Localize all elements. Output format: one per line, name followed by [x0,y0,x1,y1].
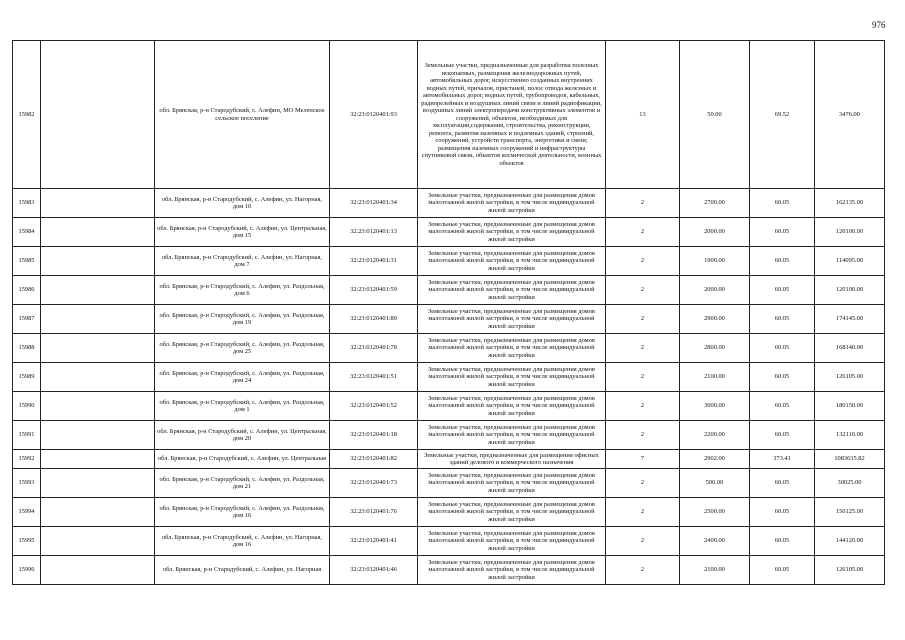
row-number-cell: 15993 [13,469,41,498]
specific-value-cell: 60.05 [750,469,815,498]
blank-cell [41,247,155,276]
row-number-cell: 15987 [13,305,41,334]
blank-cell [41,421,155,450]
cadastral-value-cell: 168140.00 [815,334,885,363]
cadastral-value-cell: 1083635.82 [815,450,885,469]
land-use-cell: Земельные участки, предназначенные для разработки полезных ископаемых, размещения железнодорожных путей, автомобильных дорог, искусственно созданных внутренних водных путей, причалов, пристаней, полос отвода железных и автомобильных дорог, водных путей, трубопроводов, кабельных, радиорелейных и воздушных линий связи и линий радиофикации, воздушных линий электропередачи конструктивных элементов и сооружений, объектов, необходимых для эксплуатации,содержания, строительства, реконструкции, ремонта, развития наземных и подземных зданий, строений, сооружений, устройств транспорта, энергетики и связи; размещения наземных сооружений и инфраструктуры спутниковой связи, объектов космической деятельности, военных объектов [418,41,606,189]
table-row [13,218,885,247]
use-group-cell: 2 [606,305,680,334]
row-number-cell: 15996 [13,556,41,585]
use-group-cell: 2 [606,218,680,247]
blank-cell [41,334,155,363]
blank-cell [41,556,155,585]
cadastral-value-cell: 114095.00 [815,247,885,276]
cadastral-number-cell: 32:23:0120401:82 [330,450,418,469]
blank-cell [41,276,155,305]
area-cell: 2700.00 [680,189,750,218]
area-cell: 2500.00 [680,498,750,527]
cadastral-number-cell: 32:23:0120401:93 [330,41,418,189]
area-cell: 2100.00 [680,363,750,392]
page-number: 976 [872,20,886,30]
row-number-cell: 15983 [13,189,41,218]
table-row [13,556,885,585]
specific-value-cell: 60.05 [750,247,815,276]
table-row [13,276,885,305]
area-cell: 2200.00 [680,421,750,450]
use-group-cell: 2 [606,469,680,498]
specific-value-cell: 60.05 [750,305,815,334]
use-group-cell: 2 [606,189,680,218]
cadastral-value-cell: 120100.00 [815,276,885,305]
address-cell: обл. Брянская, р-н Стародубский, с. Алефин, ул. Раздольная, дом 6 [155,276,330,305]
blank-cell [41,305,155,334]
cadastral-value-cell: 162135.00 [815,189,885,218]
blank-cell [41,218,155,247]
row-number-cell: 15984 [13,218,41,247]
specific-value-cell: 60.05 [750,392,815,421]
area-cell: 2100.00 [680,556,750,585]
land-use-cell: Земельные участки, предназначенные для размещения домов малоэтажной жилой застройки, в том числе индивидуальной жилой застройки [418,189,606,218]
cadastral-value-cell: 120100.00 [815,218,885,247]
specific-value-cell: 373.41 [750,450,815,469]
table-row [13,247,885,276]
land-use-cell: Земельные участки, предназначенные для размещения домов малоэтажной жилой застройки, в том числе индивидуальной жилой застройки [418,218,606,247]
cadastral-number-cell: 32:23:0120401:18 [330,421,418,450]
area-cell: 50.00 [680,41,750,189]
row-number-cell: 15988 [13,334,41,363]
specific-value-cell: 69.52 [750,41,815,189]
address-cell: обл. Брянская, р-н Стародубский, с. Алефин, ул. Раздольная, дом 19 [155,305,330,334]
table-row [13,421,885,450]
land-use-cell: Земельные участки, предназначенные для размещения домов малоэтажной жилой застройки, в том числе индивидуальной жилой застройки [418,334,606,363]
cadastral-number-cell: 32:23:0120401:41 [330,527,418,556]
row-number-cell: 15989 [13,363,41,392]
area-cell: 1900.00 [680,247,750,276]
table-row [13,334,885,363]
cadastral-value-cell: 126105.00 [815,363,885,392]
use-group-cell: 13 [606,41,680,189]
blank-cell [41,392,155,421]
land-use-cell: Земельные участки, предназначенные для размещения домов малоэтажной жилой застройки, в том числе индивидуальной жилой застройки [418,276,606,305]
table-body [13,41,885,585]
row-number-cell: 15992 [13,450,41,469]
blank-cell [41,450,155,469]
table-row [13,41,885,189]
use-group-cell: 2 [606,276,680,305]
cadastral-value-cell: 3476.00 [815,41,885,189]
row-number-cell: 15991 [13,421,41,450]
use-group-cell: 2 [606,363,680,392]
table-row [13,189,885,218]
address-cell: обл. Брянская, р-н Стародубский, с. Алефин, ул. Нагорная, дом 7 [155,247,330,276]
address-cell: обл. Брянская, р-н Стародубский, с. Алефин, ул. Раздольная, дом 16 [155,498,330,527]
address-cell: обл. Брянская, р-н Стародубский, с. Алефин, ул. Центральная [155,450,330,469]
table-row [13,469,885,498]
row-number-cell: 15994 [13,498,41,527]
cadastral-value-cell: 132110.00 [815,421,885,450]
area-cell: 2902.00 [680,450,750,469]
area-cell: 500.00 [680,469,750,498]
use-group-cell: 2 [606,247,680,276]
cadastral-number-cell: 32:23:0120401:51 [330,363,418,392]
cadastral-value-cell: 144120.00 [815,527,885,556]
cadastral-number-cell: 32:23:0120401:80 [330,305,418,334]
address-cell: обл. Брянская, р-н Стародубский, с. Алефин, МО Меленское сельское поселение [155,41,330,189]
address-cell: обл. Брянская, р-н Стародубский, с. Алефин, ул. Раздольная, дом 24 [155,363,330,392]
address-cell: обл. Брянская, р-н Стародубский, с. Алефин, ул. Центральная, дом 15 [155,218,330,247]
row-number-cell: 15985 [13,247,41,276]
specific-value-cell: 60.05 [750,498,815,527]
address-cell: обл. Брянская, р-н Стародубский, с. Алефин, ул. Центральная, дом 20 [155,421,330,450]
area-cell: 2900.00 [680,305,750,334]
land-use-cell: Земельные участки, предназначенные для размещения домов малоэтажной жилой застройки, в том числе индивидуальной жилой застройки [418,392,606,421]
row-number-cell: 15990 [13,392,41,421]
land-use-cell: Земельные участки, предназначенные для размещения офисных зданий делового и коммерческого назначения [418,450,606,469]
blank-cell [41,498,155,527]
cadastral-number-cell: 32:23:0120401:59 [330,276,418,305]
area-cell: 2000.00 [680,276,750,305]
use-group-cell: 2 [606,334,680,363]
table-row [13,498,885,527]
area-cell: 3000.00 [680,392,750,421]
specific-value-cell: 60.05 [750,189,815,218]
cadastral-number-cell: 32:23:0120401:31 [330,247,418,276]
address-cell: обл. Брянская, р-н Стародубский, с. Алефин, ул. Нагорная [155,556,330,585]
address-cell: обл. Брянская, р-н Стародубский, с. Алефин, ул. Раздольная, дом 21 [155,469,330,498]
blank-cell [41,527,155,556]
blank-cell [41,189,155,218]
row-number-cell: 15986 [13,276,41,305]
use-group-cell: 2 [606,527,680,556]
cadastral-value-cell: 150125.00 [815,498,885,527]
cadastral-value-table [12,40,885,585]
area-cell: 2800.00 [680,334,750,363]
land-use-cell: Земельные участки, предназначенные для размещения домов малоэтажной жилой застройки, в том числе индивидуальной жилой застройки [418,556,606,585]
cadastral-number-cell: 32:23:0120401:34 [330,189,418,218]
blank-cell [41,363,155,392]
cadastral-number-cell: 32:23:0120401:13 [330,218,418,247]
use-group-cell: 2 [606,421,680,450]
table-row [13,450,885,469]
blank-cell [41,41,155,189]
specific-value-cell: 60.05 [750,421,815,450]
cadastral-number-cell: 32:23:0120401:46 [330,556,418,585]
use-group-cell: 2 [606,392,680,421]
cadastral-value-cell: 126105.00 [815,556,885,585]
area-cell: 2400.00 [680,527,750,556]
cadastral-number-cell: 32:23:0120401:73 [330,469,418,498]
use-group-cell: 2 [606,498,680,527]
address-cell: обл. Брянская, р-н Стародубский, с. Алефин, ул. Раздольная, дом 25 [155,334,330,363]
table-row [13,527,885,556]
cadastral-value-cell: 174145.00 [815,305,885,334]
land-use-cell: Земельные участки, предназначенные для размещения домов малоэтажной жилой застройки, в том числе индивидуальной жилой застройки [418,363,606,392]
land-use-cell: Земельные участки, предназначенные для размещения домов малоэтажной жилой застройки, в том числе индивидуальной жилой застройки [418,469,606,498]
cadastral-number-cell: 32:23:0120401:76 [330,498,418,527]
specific-value-cell: 60.05 [750,334,815,363]
cadastral-value-cell: 30025.00 [815,469,885,498]
address-cell: обл. Брянская, р-н Стародубский, с. Алефин, ул. Нагорная, дом 16 [155,527,330,556]
specific-value-cell: 60.05 [750,556,815,585]
land-use-cell: Земельные участки, предназначенные для размещения домов малоэтажной жилой застройки, в том числе индивидуальной жилой застройки [418,498,606,527]
cadastral-value-cell: 180150.00 [815,392,885,421]
address-cell: обл. Брянская, р-н Стародубский, с. Алефин, ул. Раздольная, дом 1 [155,392,330,421]
use-group-cell: 2 [606,556,680,585]
use-group-cell: 7 [606,450,680,469]
land-use-cell: Земельные участки, предназначенные для размещения домов малоэтажной жилой застройки, в том числе индивидуальной жилой застройки [418,247,606,276]
blank-cell [41,469,155,498]
specific-value-cell: 60.05 [750,527,815,556]
area-cell: 2000.00 [680,218,750,247]
specific-value-cell: 60.05 [750,276,815,305]
table-row [13,363,885,392]
specific-value-cell: 60.05 [750,218,815,247]
land-use-cell: Земельные участки, предназначенные для размещения домов малоэтажной жилой застройки, в том числе индивидуальной жилой застройки [418,527,606,556]
table-row [13,392,885,421]
land-use-cell: Земельные участки, предназначенные для размещения домов малоэтажной жилой застройки, в том числе индивидуальной жилой застройки [418,421,606,450]
cadastral-number-cell: 32:23:0120401:52 [330,392,418,421]
table-row [13,305,885,334]
land-use-cell: Земельные участки, предназначенные для размещения домов малоэтажной жилой застройки, в том числе индивидуальной жилой застройки [418,305,606,334]
specific-value-cell: 60.05 [750,363,815,392]
row-number-cell: 15995 [13,527,41,556]
cadastral-number-cell: 32:23:0120401:78 [330,334,418,363]
address-cell: обл. Брянская, р-н Стародубский, с. Алефин, ул. Нагорная, дом 10 [155,189,330,218]
row-number-cell: 15982 [13,41,41,189]
